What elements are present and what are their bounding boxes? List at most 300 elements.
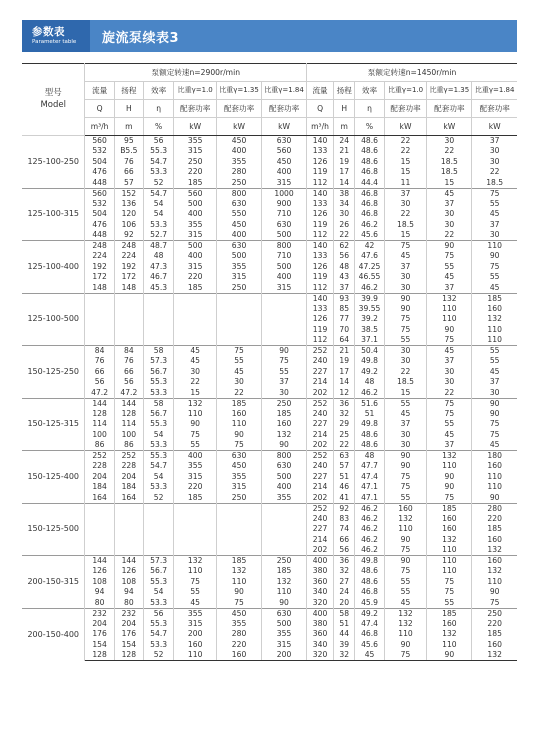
value-cell: 37 [384, 188, 427, 199]
value-cell: 30 [384, 283, 427, 294]
value-cell: 55 [489, 198, 500, 208]
value-cell: 360 [307, 629, 334, 640]
value-cell: 39 [334, 640, 355, 651]
value-cell: 220 [174, 167, 217, 178]
value-cell [85, 314, 114, 325]
value-cell: 144 [85, 398, 114, 409]
value-cell: 160 [427, 524, 472, 535]
param-name-cell: 扬程 [114, 82, 143, 100]
value-cell: 160 [427, 514, 472, 525]
symbol-cell: H [114, 100, 143, 118]
value-cell: 90 [384, 556, 427, 567]
value-cell: 50.4 [355, 346, 384, 357]
model-cell: 125-100-250 [22, 136, 85, 189]
symbol-cell: 配套功率 [384, 100, 427, 118]
value-cell: 450 [217, 461, 262, 472]
table-row [22, 493, 517, 504]
param-name-cell: 比重γ=1.84 [472, 82, 517, 100]
value-cell: 47.25 [355, 262, 384, 273]
value-cell: 232 [114, 608, 143, 619]
value-cell: 110 [487, 335, 502, 345]
value-cell: 22 [427, 230, 472, 241]
value-cell: 160 [427, 619, 472, 630]
value-cell: 90 [427, 241, 472, 252]
value-cell: 94 [85, 587, 114, 598]
value-cell: 172 [85, 272, 114, 283]
value-cell: 144 [85, 556, 114, 567]
value-cell [174, 503, 217, 514]
value-cell: 132 [174, 556, 217, 567]
value-cell [143, 535, 173, 546]
value-cell: 48 [355, 377, 384, 388]
table-row [22, 356, 517, 367]
value-cell: 75 [384, 314, 427, 325]
value-cell: 51 [334, 619, 355, 630]
value-cell: 55 [489, 356, 500, 366]
value-cell: 48.6 [355, 430, 384, 441]
value-cell: 500 [262, 230, 307, 241]
value-cell: 800 [217, 188, 262, 199]
value-cell: 630 [262, 136, 307, 147]
value-cell: 360 [307, 577, 334, 588]
value-cell: 90 [262, 598, 307, 609]
value-cell: 46.2 [355, 545, 384, 556]
value-cell: 185 [427, 608, 472, 619]
value-cell: 76 [114, 157, 143, 168]
value-cell: 227 [307, 419, 334, 430]
value-cell: 132 [487, 314, 502, 324]
value-cell: 90 [384, 293, 427, 304]
value-cell: 140 [307, 136, 334, 147]
value-cell: 77 [334, 314, 355, 325]
value-cell [85, 304, 114, 315]
value-cell: 220 [174, 272, 217, 283]
table-row [22, 608, 517, 619]
value-cell: 315 [217, 272, 262, 283]
table-row [22, 430, 517, 441]
value-cell: 94 [114, 587, 143, 598]
value-cell: 46.8 [355, 209, 384, 220]
value-cell: 400 [262, 167, 307, 178]
value-cell: 51 [334, 472, 355, 483]
value-cell: 55.3 [143, 577, 173, 588]
table-row [22, 325, 517, 336]
value-cell: 110 [174, 409, 217, 420]
table-row [22, 514, 517, 525]
value-cell: 110 [427, 566, 472, 577]
value-cell [85, 293, 114, 304]
value-cell: 315 [174, 472, 217, 483]
value-cell [262, 545, 307, 556]
value-cell: 90 [427, 472, 472, 483]
value-cell: 119 [307, 220, 334, 231]
value-cell: 46.2 [355, 503, 384, 514]
value-cell [217, 535, 262, 546]
value-cell: 132 [384, 619, 427, 630]
value-cell: 214 [307, 430, 334, 441]
value-cell: 46.8 [355, 188, 384, 199]
value-cell: 19 [334, 157, 355, 168]
table-row [22, 367, 517, 378]
value-cell: 140 [307, 241, 334, 252]
value-cell: 126 [85, 566, 114, 577]
value-cell: 52 [143, 650, 173, 661]
value-cell: 148 [85, 283, 114, 294]
value-cell: 30 [384, 199, 427, 210]
value-cell: 54 [143, 472, 173, 483]
value-cell: 110 [487, 324, 502, 334]
table-row [22, 472, 517, 483]
value-cell [85, 503, 114, 514]
value-cell: 22 [384, 136, 427, 147]
value-cell: 550 [217, 209, 262, 220]
value-cell: 39.2 [355, 314, 384, 325]
value-cell [114, 314, 143, 325]
value-cell: 49.2 [355, 367, 384, 378]
value-cell [217, 293, 262, 304]
value-cell: 110 [217, 419, 262, 430]
value-cell: 160 [487, 534, 502, 544]
value-cell: 202 [307, 493, 334, 504]
symbol-cell: 配套功率 [427, 100, 472, 118]
value-cell: 51.6 [355, 398, 384, 409]
value-cell: 144 [114, 556, 143, 567]
value-cell: 119 [307, 167, 334, 178]
value-cell: 75 [472, 188, 517, 199]
value-cell: 30 [217, 377, 262, 388]
value-cell: 22 [384, 367, 427, 378]
value-cell: 53.3 [143, 220, 173, 231]
value-cell: 53.3 [143, 640, 173, 651]
value-cell: 315 [217, 482, 262, 493]
badge-title: 参数表 [32, 26, 65, 38]
value-cell: 45 [489, 282, 500, 292]
value-cell: 57 [334, 461, 355, 472]
value-cell: 17 [334, 167, 355, 178]
value-cell: 132 [487, 566, 502, 576]
symbol-cell: 配套功率 [174, 100, 217, 118]
value-cell: 132 [217, 566, 262, 577]
table-row [22, 598, 517, 609]
table-row [22, 335, 517, 346]
value-cell [143, 524, 173, 535]
value-cell: 30 [384, 346, 427, 357]
value-cell: 185 [174, 178, 217, 189]
value-cell: 92 [334, 503, 355, 514]
value-cell: 90 [384, 451, 427, 462]
value-cell: 21 [334, 146, 355, 157]
value-cell: 66 [114, 167, 143, 178]
value-cell: 240 [307, 356, 334, 367]
value-cell: 112 [307, 283, 334, 294]
model-cell: 150-125-400 [22, 451, 85, 504]
value-cell: 45 [427, 188, 472, 199]
table-row [22, 136, 517, 147]
value-cell: 24 [334, 136, 355, 147]
value-cell: 56 [114, 377, 143, 388]
value-cell: 46.8 [355, 199, 384, 210]
value-cell: 160 [487, 639, 502, 649]
value-cell: 30 [384, 440, 427, 451]
value-cell: 500 [174, 241, 217, 252]
value-cell [174, 293, 217, 304]
value-cell: 37 [427, 440, 472, 451]
param-name-cell: 效率 [143, 82, 173, 100]
value-cell: 132 [427, 535, 472, 546]
model-cell: 200-150-315 [22, 556, 85, 609]
value-cell: 100 [114, 430, 143, 441]
value-cell: 22 [384, 209, 427, 220]
value-cell: 355 [217, 472, 262, 483]
value-cell: 75 [384, 241, 427, 252]
table-row [22, 577, 517, 588]
value-cell: 18.5 [427, 167, 472, 178]
value-cell: 320 [307, 650, 334, 661]
value-cell: 55 [262, 367, 307, 378]
value-cell: 164 [85, 493, 114, 504]
value-cell: 132 [472, 650, 517, 661]
value-cell: 58 [143, 346, 173, 357]
value-cell: 53.3 [143, 388, 173, 399]
value-cell [143, 293, 173, 304]
value-cell [85, 325, 114, 336]
value-cell: 56 [334, 251, 355, 262]
value-cell: 280 [472, 503, 517, 514]
param-name-cell: 比重γ=1.0 [174, 82, 217, 100]
value-cell: 37 [262, 377, 307, 388]
value-cell: 46.2 [355, 524, 384, 535]
table-row [22, 388, 517, 399]
value-cell: 110 [427, 556, 472, 567]
table-row [22, 157, 517, 168]
value-cell: 110 [384, 629, 427, 640]
value-cell: 14 [334, 377, 355, 388]
value-cell: 45 [384, 409, 427, 420]
value-cell: 220 [487, 618, 502, 628]
value-cell: 45 [217, 367, 262, 378]
value-cell: 400 [174, 209, 217, 220]
value-cell: 110 [217, 577, 262, 588]
value-cell: 132 [384, 608, 427, 619]
value-cell: 112 [307, 230, 334, 241]
value-cell: 48 [334, 262, 355, 273]
value-cell: 75 [217, 440, 262, 451]
value-cell: 52 [143, 178, 173, 189]
value-cell: 224 [114, 251, 143, 262]
value-cell [174, 514, 217, 525]
value-cell [114, 514, 143, 525]
table-row [22, 440, 517, 451]
value-cell [217, 325, 262, 336]
value-cell: 44.4 [355, 178, 384, 189]
value-cell: 46.2 [355, 220, 384, 231]
value-cell: 55 [217, 356, 262, 367]
value-cell [217, 503, 262, 514]
value-cell: 476 [85, 220, 114, 231]
value-cell: 37 [427, 283, 472, 294]
page-header [22, 20, 517, 52]
value-cell [85, 545, 114, 556]
unit-cell: m³/h [85, 118, 114, 136]
value-cell: 46.55 [355, 272, 384, 283]
value-cell: 37 [384, 419, 427, 430]
value-cell: 400 [217, 146, 262, 157]
value-cell: 100 [85, 430, 114, 441]
value-cell: 44 [334, 629, 355, 640]
value-cell: 202 [307, 545, 334, 556]
value-cell: 75 [427, 251, 472, 262]
value-cell: 66 [114, 367, 143, 378]
symbol-cell: H [334, 100, 355, 118]
value-cell [217, 545, 262, 556]
value-cell [174, 304, 217, 315]
symbol-row [22, 100, 517, 118]
value-cell [217, 314, 262, 325]
value-cell: 49.2 [355, 608, 384, 619]
value-cell: 46.2 [355, 535, 384, 546]
value-cell: 560 [85, 188, 114, 199]
value-cell: 185 [487, 524, 502, 534]
value-cell: 75 [489, 429, 500, 439]
value-cell: 48 [355, 451, 384, 462]
value-cell: 114 [85, 419, 114, 430]
value-cell: 54 [143, 587, 173, 598]
value-cell: 30 [384, 356, 427, 367]
value-cell: 160 [487, 303, 502, 313]
value-cell: 30 [427, 220, 472, 231]
value-cell: 55.3 [143, 419, 173, 430]
value-cell: 90 [217, 587, 262, 598]
value-cell: 185 [487, 629, 502, 639]
value-cell [217, 335, 262, 346]
value-cell: 26 [334, 220, 355, 231]
value-cell: 90 [489, 492, 500, 502]
value-cell: 21 [334, 346, 355, 357]
value-cell: 192 [85, 262, 114, 273]
value-cell: 560 [174, 188, 217, 199]
value-cell: 80 [114, 598, 143, 609]
value-cell: 75 [174, 577, 217, 588]
value-cell: 315 [174, 230, 217, 241]
value-cell [85, 335, 114, 346]
value-cell: 200 [174, 629, 217, 640]
param-name-cell: 比重γ=1.84 [262, 82, 307, 100]
model-header-cell [22, 64, 85, 136]
value-cell: 55.3 [143, 451, 173, 462]
value-cell: 55.3 [143, 146, 173, 157]
value-cell: 160 [487, 461, 502, 471]
unit-cell: % [143, 118, 173, 136]
value-cell: 128 [114, 650, 143, 661]
value-cell: 232 [85, 608, 114, 619]
value-cell: 90 [489, 587, 500, 597]
value-cell: 52 [143, 493, 173, 504]
value-cell: 250 [174, 157, 217, 168]
value-cell: 500 [217, 251, 262, 262]
badge-subtitle: Parameter table [32, 39, 77, 45]
value-cell: 37 [489, 377, 500, 387]
value-cell: 55 [384, 587, 427, 598]
value-cell: 133 [307, 251, 334, 262]
value-cell: B5.5 [114, 146, 143, 157]
table-row [22, 461, 517, 472]
speed-group-2900: 泵额定转速n=2900r/min [85, 64, 307, 82]
page-title: 旋流泵续表3 [102, 31, 180, 46]
value-cell: 34 [334, 199, 355, 210]
value-cell: 45 [174, 356, 217, 367]
symbol-cell: η [355, 100, 384, 118]
value-cell: 53.3 [143, 598, 173, 609]
value-cell: 22 [384, 146, 427, 157]
value-cell: 476 [85, 167, 114, 178]
value-cell: 380 [307, 619, 334, 630]
value-cell: 45.9 [355, 598, 384, 609]
table-row [22, 566, 517, 577]
value-cell: 160 [217, 650, 262, 661]
value-cell: 54.7 [143, 629, 173, 640]
value-cell: 126 [307, 209, 334, 220]
value-cell: 48 [143, 251, 173, 262]
param-name-cell: 扬程 [334, 82, 355, 100]
table-row [22, 524, 517, 535]
value-cell: 93 [334, 293, 355, 304]
value-cell: 55 [174, 587, 217, 598]
value-cell: 315 [262, 178, 307, 189]
value-cell: 46.8 [355, 629, 384, 640]
value-cell: 75 [427, 398, 472, 409]
value-cell: 85 [334, 304, 355, 315]
value-cell: 55 [174, 440, 217, 451]
value-cell: 55 [384, 493, 427, 504]
table-row [22, 346, 517, 357]
value-cell: 710 [262, 251, 307, 262]
value-cell: 400 [262, 272, 307, 283]
value-cell: 46 [334, 482, 355, 493]
value-cell: 120 [114, 209, 143, 220]
value-cell: 240 [307, 461, 334, 472]
value-cell: 250 [217, 178, 262, 189]
param-name-cell: 比重γ=1.0 [384, 82, 427, 100]
value-cell: 55 [472, 346, 517, 357]
value-cell: 630 [217, 451, 262, 462]
value-cell: 110 [174, 566, 217, 577]
value-cell: 39.55 [355, 304, 384, 315]
value-cell: 400 [174, 251, 217, 262]
value-cell: 30 [489, 230, 500, 240]
value-cell: 112 [307, 335, 334, 346]
symbol-cell: 配套功率 [472, 100, 517, 118]
value-cell: 450 [217, 136, 262, 147]
value-cell [114, 545, 143, 556]
value-cell: 76 [114, 356, 143, 367]
table-row [22, 650, 517, 661]
value-cell: 176 [114, 629, 143, 640]
value-cell: 75 [427, 493, 472, 504]
value-cell: 45 [384, 251, 427, 262]
value-cell: 315 [174, 262, 217, 273]
value-cell: 46.2 [355, 514, 384, 525]
value-cell [262, 293, 307, 304]
value-cell: 47.1 [355, 482, 384, 493]
value-cell: 250 [217, 493, 262, 504]
value-cell: 128 [85, 650, 114, 661]
value-cell: 220 [217, 640, 262, 651]
model-cell: 150-125-500 [22, 503, 85, 556]
value-cell: 45 [489, 366, 500, 376]
value-cell: 355 [217, 157, 262, 168]
value-cell: 112 [307, 178, 334, 189]
value-cell: 126 [307, 314, 334, 325]
